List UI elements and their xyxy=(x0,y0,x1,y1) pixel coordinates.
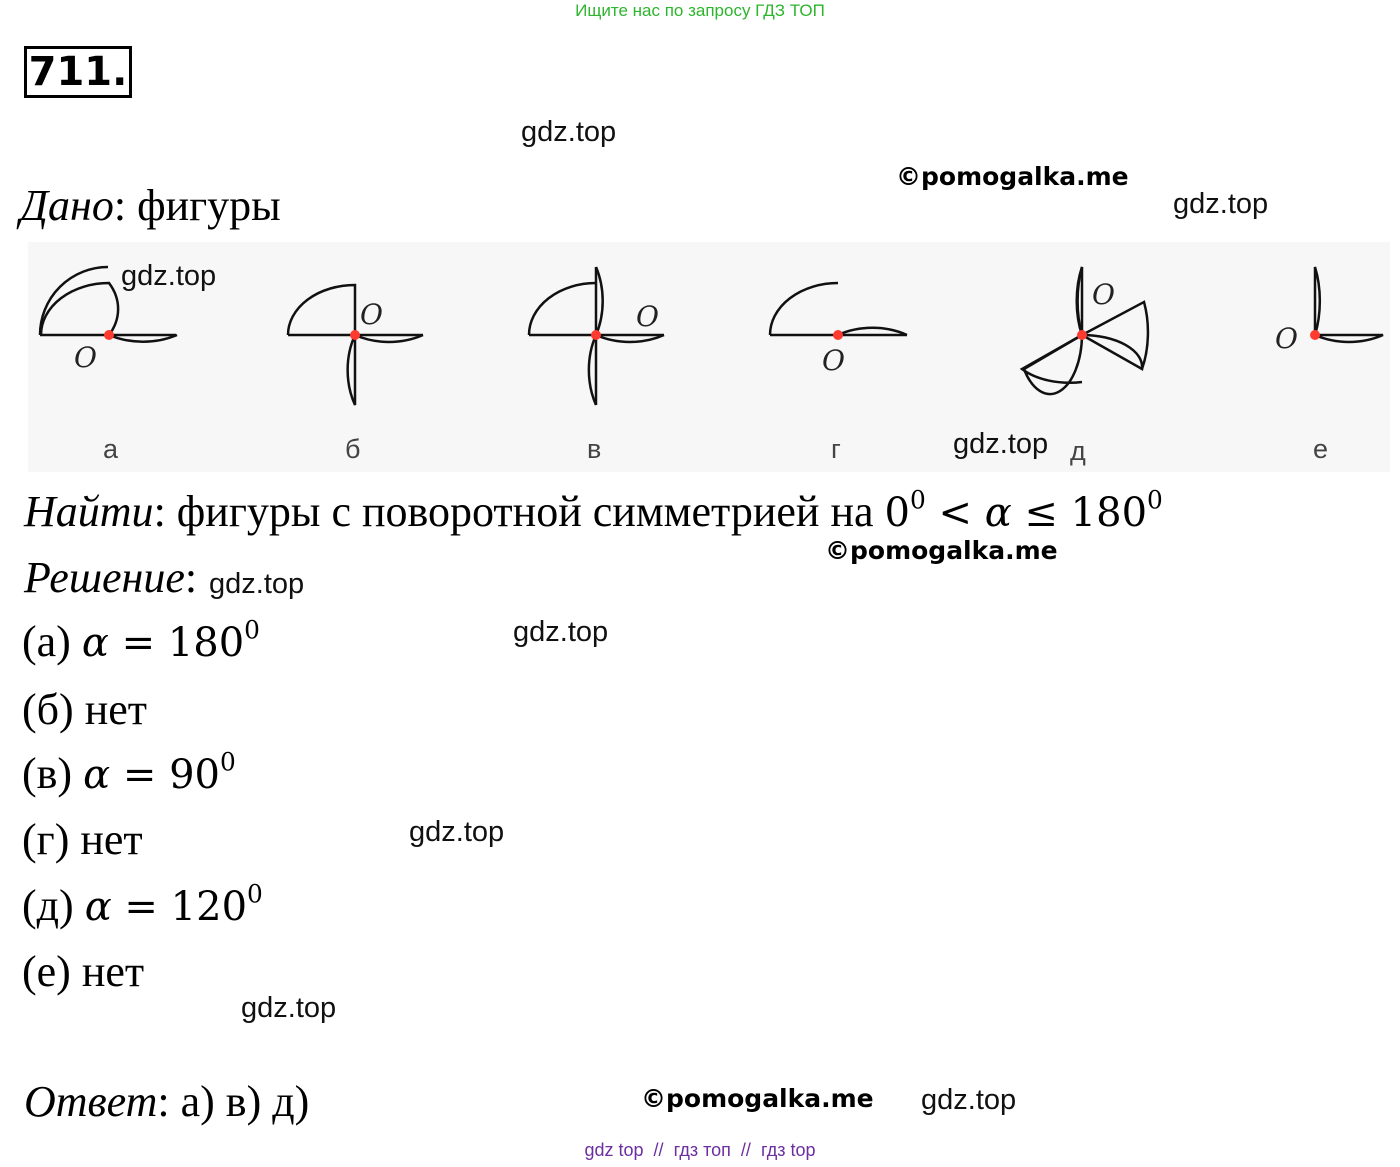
figure-label: а xyxy=(103,434,119,464)
watermark-pomogalka: ©pomogalka.me xyxy=(825,536,1058,565)
given-text: фигуры xyxy=(126,181,281,230)
given-label: Дано xyxy=(20,181,114,230)
answer-d: (д) $\alpha = 120^0$ xyxy=(22,879,263,930)
figures-image xyxy=(28,242,1390,472)
watermark-pomogalka: ©pomogalka.me xyxy=(641,1084,874,1113)
watermark-gdz: gdz.top xyxy=(513,616,609,648)
point-label-o: O xyxy=(636,300,659,333)
problem-number: 711. xyxy=(24,46,132,98)
figure-b xyxy=(288,285,423,405)
center-point xyxy=(1310,330,1320,340)
watermark-gdz: gdz.top xyxy=(1173,188,1269,220)
find-text: фигуры с поворотной симметрией на xyxy=(165,487,885,536)
find-condition: $0^0 < \alpha \le 180^0$ xyxy=(884,485,1163,536)
point-label-o: O xyxy=(822,344,845,377)
answer-g: (г) нет xyxy=(22,815,143,864)
watermark-pomogalka: ©pomogalka.me xyxy=(896,162,1129,191)
center-point xyxy=(104,330,114,340)
given-line xyxy=(20,180,281,231)
point-label-o: O xyxy=(74,341,97,374)
answer-e: (е) нет xyxy=(22,947,145,996)
figure-label: б xyxy=(345,434,361,464)
watermark-gdz: gdz.top xyxy=(409,816,505,848)
point-label-o: O xyxy=(1092,278,1115,311)
final-answer-text: а) в) д) xyxy=(169,1077,310,1126)
find-line xyxy=(24,486,1163,537)
point-label-o: O xyxy=(1275,322,1298,355)
find-label: Найти xyxy=(24,487,154,536)
figure-g xyxy=(770,283,907,335)
watermark-gdz: gdz.top xyxy=(121,260,217,292)
final-answer-label: Ответ xyxy=(24,1077,158,1126)
solution-label: Решение: xyxy=(24,553,198,602)
figure-label: г xyxy=(831,434,841,464)
figure-label: е xyxy=(1313,434,1329,464)
answer-v: (в) $\alpha = 90^0$ xyxy=(22,747,236,798)
figures-svg xyxy=(28,242,1390,472)
final-answer: Ответ: а) в) д) xyxy=(24,1077,310,1126)
footer-link[interactable]: gdz top xyxy=(584,1140,644,1160)
center-point xyxy=(833,330,843,340)
watermark-gdz: gdz.top xyxy=(921,1084,1017,1116)
answer-b: (б) нет xyxy=(22,685,148,734)
center-point xyxy=(350,330,360,340)
figure-label: д xyxy=(1070,436,1086,466)
figure-d xyxy=(1022,267,1148,394)
footer-link[interactable]: гдз top xyxy=(760,1140,816,1160)
footer-link[interactable]: гдз топ xyxy=(673,1140,731,1160)
top-banner[interactable]: Ищите нас по запросу ГДЗ ТОП xyxy=(575,1,825,20)
given-colon: : xyxy=(113,181,127,230)
figure-label: в xyxy=(587,434,602,464)
watermark-gdz: gdz.top xyxy=(209,568,305,600)
find-colon: : xyxy=(153,487,166,536)
watermark-gdz: gdz.top xyxy=(953,428,1049,460)
point-label-o: O xyxy=(360,298,383,331)
watermark-gdz: gdz.top xyxy=(521,116,617,148)
answer-a: (а) $\alpha = 180^0$ xyxy=(22,615,260,666)
figure-e xyxy=(1315,267,1383,342)
footer-links: gdz top // гдз топ // гдз top xyxy=(584,1140,816,1160)
watermark-gdz: gdz.top xyxy=(241,992,337,1024)
center-point xyxy=(591,330,601,340)
center-point xyxy=(1077,330,1087,340)
